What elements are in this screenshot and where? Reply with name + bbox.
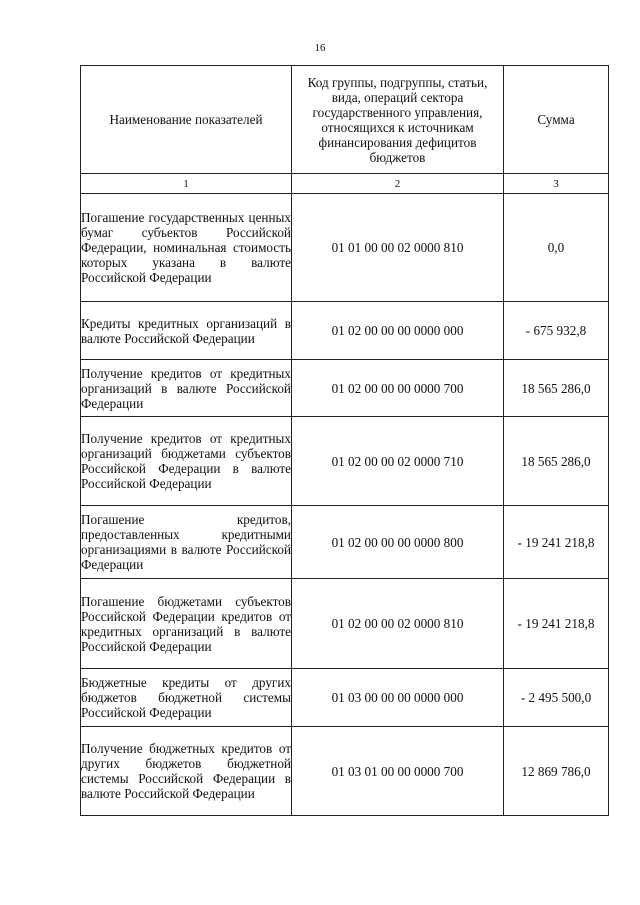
sum-value: - 19 241 218,8 bbox=[504, 506, 609, 579]
header-sum: Сумма bbox=[504, 66, 609, 174]
classification-code: 01 01 00 00 02 0000 810 bbox=[292, 194, 504, 302]
column-number-row bbox=[81, 174, 609, 194]
sum-value: - 675 932,8 bbox=[504, 302, 609, 360]
table-row bbox=[81, 727, 609, 816]
classification-code: 01 02 00 00 00 0000 800 bbox=[292, 506, 504, 579]
table-row bbox=[81, 417, 609, 506]
column-number: 3 bbox=[504, 174, 609, 194]
classification-code: 01 02 00 00 02 0000 710 bbox=[292, 417, 504, 506]
header-classification-code: Код группы, подгруппы, статьи, вида, операций сектора государственного управления, относящихся к источникам финансирования дефицитов бюджетов bbox=[292, 66, 504, 174]
table-header-row bbox=[81, 66, 609, 174]
indicator-name: Получение кредитов от кредитных организаций в валюте Российской Федерации bbox=[81, 360, 292, 417]
sum-value: - 19 241 218,8 bbox=[504, 579, 609, 669]
sum-value: 18 565 286,0 bbox=[504, 417, 609, 506]
classification-code: 01 03 01 00 00 0000 700 bbox=[292, 727, 504, 816]
indicator-name: Погашение кредитов, предоставленных кредитными организациями в валюте Российской Федерации bbox=[81, 506, 292, 579]
sum-value: 0,0 bbox=[504, 194, 609, 302]
indicator-name: Кредиты кредитных организаций в валюте Российской Федерации bbox=[81, 302, 292, 360]
classification-code: 01 02 00 00 02 0000 810 bbox=[292, 579, 504, 669]
page-number: 16 bbox=[314, 42, 326, 54]
table-row bbox=[81, 669, 609, 727]
indicator-name: Погашение государственных ценных бумаг субъектов Российской Федерации, номинальная стоимость которых указана в валюте Российской Федерации bbox=[81, 194, 292, 302]
table-row bbox=[81, 194, 609, 302]
table-row bbox=[81, 506, 609, 579]
classification-code: 01 03 00 00 00 0000 000 bbox=[292, 669, 504, 727]
sum-value: - 2 495 500,0 bbox=[504, 669, 609, 727]
column-number: 2 bbox=[292, 174, 504, 194]
budget-sources-table bbox=[80, 65, 609, 816]
indicator-name: Получение бюджетных кредитов от других бюджетов бюджетной системы Российской Федерации в валюте Российской Федерации bbox=[81, 727, 292, 816]
table-row bbox=[81, 302, 609, 360]
table-row bbox=[81, 579, 609, 669]
indicator-name: Бюджетные кредиты от других бюджетов бюджетной системы Российской Федерации bbox=[81, 669, 292, 727]
classification-code: 01 02 00 00 00 0000 700 bbox=[292, 360, 504, 417]
classification-code: 01 02 00 00 00 0000 000 bbox=[292, 302, 504, 360]
table-row bbox=[81, 360, 609, 417]
sum-value: 18 565 286,0 bbox=[504, 360, 609, 417]
indicator-name: Погашение бюджетами субъектов Российской Федерации кредитов от кредитных организаций в валюте Российской Федерации bbox=[81, 579, 292, 669]
indicator-name: Получение кредитов от кредитных организаций бюджетами субъектов Российской Федерации в валюте Российской Федерации bbox=[81, 417, 292, 506]
sum-value: 12 869 786,0 bbox=[504, 727, 609, 816]
column-number: 1 bbox=[81, 174, 292, 194]
header-indicator-name: Наименование показателей bbox=[81, 66, 292, 174]
